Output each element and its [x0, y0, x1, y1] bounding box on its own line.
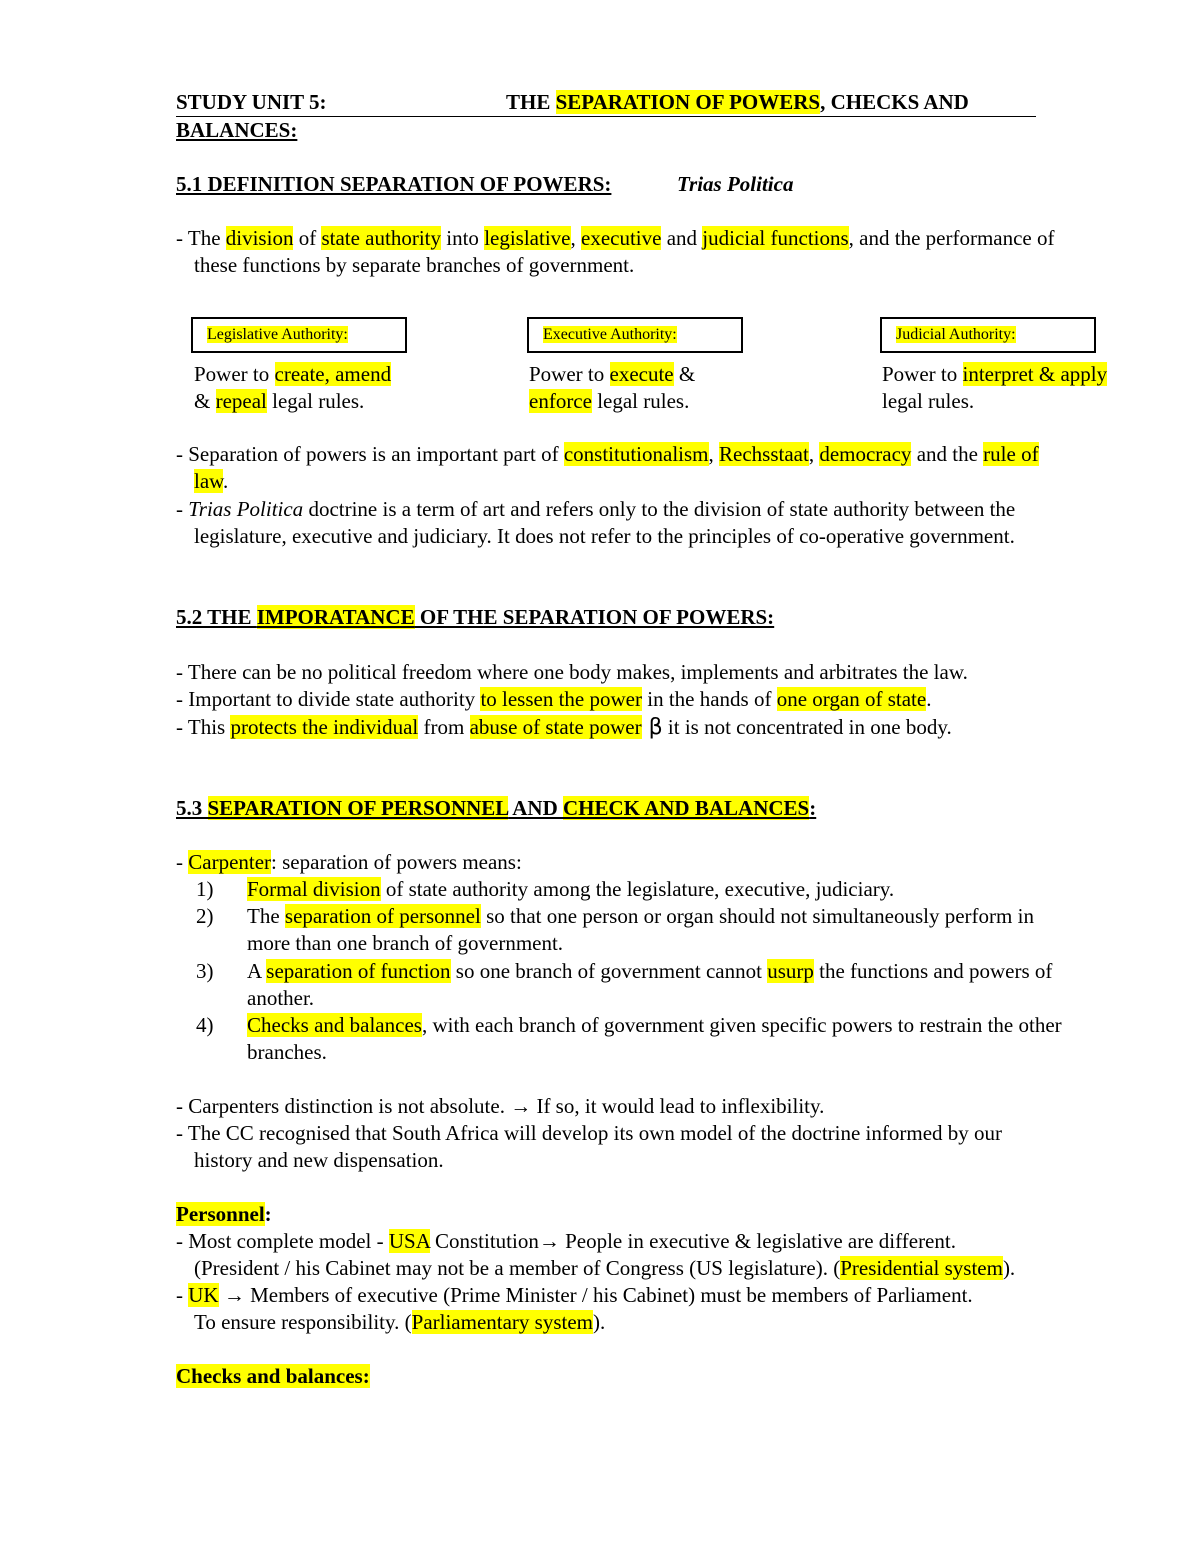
definition-line-1: - The division of state authority into legislative, executive and judicial functions, and the performance of: [176, 226, 1055, 250]
section-5-3-heading: 5.3 SEPARATION OF PERSONNEL AND CHECK AND BALANCES:: [176, 796, 817, 820]
cc-recognised-line-2: history and new dispensation.: [194, 1148, 444, 1172]
legislative-power-line-1: Power to create, amend: [194, 362, 392, 386]
list-item: Checks and balances, with each branch of government given specific powers to restrain the other: [247, 1013, 1062, 1037]
usa-model-line: - Most complete model - USA Constitution→ People in executive & legislative are different.: [176, 1229, 956, 1253]
list-item-number: 1): [196, 877, 214, 901]
judicial-power-line-2: legal rules.: [882, 389, 975, 413]
presidential-system-line: (President / his Cabinet may not be a member of Congress (US legislature). (Presidential system).: [194, 1256, 1016, 1280]
list-item-continuation: branches.: [247, 1040, 327, 1064]
section-5-2-heading: 5.2 THE IMPORATANCE OF THE SEPARATION OF POWERS:: [176, 605, 775, 629]
list-item: Formal division of state authority among the legislature, executive, judiciary.: [247, 877, 895, 901]
section-5-1-heading-italic: Trias Politica: [677, 172, 794, 196]
executive-authority-box: Executive Authority:: [527, 317, 743, 353]
parliamentary-system-line: To ensure responsibility. (Parliamentary system).: [194, 1310, 606, 1334]
constitutionalism-line-2: law.: [194, 469, 229, 493]
list-item: The separation of personnel so that one person or organ should not simultaneously perform in: [247, 904, 1034, 928]
definition-line-2: these functions by separate branches of government.: [194, 253, 635, 277]
carpenter-intro-line: - Carpenter: separation of powers means:: [176, 850, 522, 874]
list-item-number: 4): [196, 1013, 214, 1037]
divide-authority-line: - Important to divide state authority to lessen the power in the hands of one organ of state.: [176, 687, 932, 711]
legislative-authority-box: Legislative Authority:: [191, 317, 407, 353]
cc-recognised-line-1: - The CC recognised that South Africa will develop its own model of the doctrine informed by our: [176, 1121, 1003, 1145]
constitutionalism-line-1: - Separation of powers is an important part of constitutionalism, Rechsstaat, democracy and the rule of: [176, 442, 1039, 466]
legislative-power-line-2: & repeal legal rules.: [194, 389, 365, 413]
checks-and-balances-heading: Checks and balances:: [176, 1364, 370, 1388]
judicial-authority-box: Judicial Authority:: [880, 317, 1096, 353]
uk-model-line: - UK → Members of executive (Prime Minister / his Cabinet) must be members of Parliament.: [176, 1283, 973, 1307]
list-item-continuation: another.: [247, 986, 315, 1010]
executive-power-line-1: Power to execute &: [529, 362, 696, 386]
political-freedom-line: - There can be no political freedom where one body makes, implements and arbitrates the law.: [176, 660, 968, 684]
list-item: A separation of function so one branch of government cannot usurp the functions and powers of: [247, 959, 1053, 983]
personnel-heading: Personnel:: [176, 1202, 272, 1226]
protects-individual-line: - This protects the individual from abuse of state power β it is not concentrated in one body.: [176, 715, 952, 740]
carpenter-distinction-line: - Carpenters distinction is not absolute. → If so, it would lead to inflexibility.: [176, 1094, 825, 1118]
list-item-number: 2): [196, 904, 214, 928]
section-5-1-heading: 5.1 DEFINITION SEPARATION OF POWERS:: [176, 172, 612, 196]
list-item-continuation: more than one branch of government.: [247, 931, 564, 955]
study-unit-title-line2: BALANCES:: [176, 118, 298, 142]
study-unit-label: STUDY UNIT 5:: [176, 90, 327, 114]
trias-politica-line-2: legislature, executive and judiciary. It does not refer to the principles of co-operative government.: [194, 524, 1015, 548]
trias-politica-line-1: - Trias Politica doctrine is a term of art and refers only to the division of state authority between the: [176, 497, 1016, 521]
executive-power-line-2: enforce legal rules.: [529, 389, 690, 413]
study-unit-title: THE SEPARATION OF POWERS, CHECKS AND: [506, 90, 969, 114]
list-item-number: 3): [196, 959, 214, 983]
study-unit-header: [176, 89, 1036, 117]
judicial-power-line-1: Power to interpret & apply: [882, 362, 1108, 386]
